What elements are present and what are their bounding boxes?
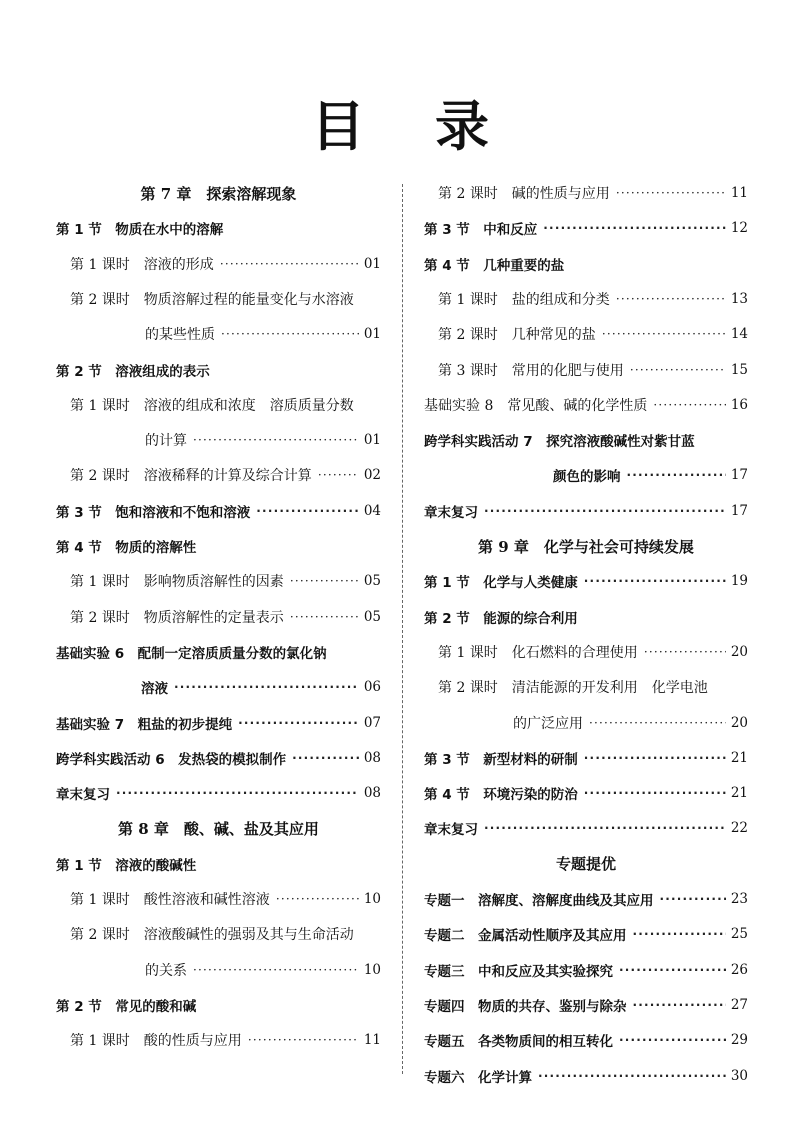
title-char-1: 目 [311,95,365,158]
dot-leader [276,892,359,906]
dot-leader [616,292,726,306]
toc-section-row[interactable] [424,747,748,769]
page-number: 12 [730,220,748,237]
dot-leader [221,327,359,341]
dot-leader [174,680,359,694]
toc-entry-label: 第 2 节 溶液组成的表示 [56,363,210,380]
toc-section-row[interactable] [424,464,748,486]
toc-section-row[interactable] [424,782,748,804]
dot-leader [653,398,725,412]
page-number: 04 [363,502,381,519]
dot-leader [619,1033,726,1047]
toc-entry-label: 章末复习 [56,787,110,804]
toc-entry-label: 第 2 课时 几种常见的盐 [438,327,596,344]
dot-leader [619,963,726,977]
toc-lesson-row[interactable] [56,464,381,486]
page-number: 23 [730,891,748,907]
toc-entry-label: 第 1 节 溶液的酸碱性 [56,857,197,874]
toc-entry-label: 第 3 节 中和反应 [424,222,538,239]
toc-lesson-row[interactable] [424,394,748,416]
page-number: 01 [363,255,381,272]
chapter-heading[interactable] [56,182,381,204]
toc-entry-label: 第 8 章 酸、碱、盐及其应用 [118,819,319,838]
toc-entry-label: 第 2 课时 碱的性质与应用 [438,186,610,202]
page-number: 25 [730,926,748,943]
toc-entry-label: 溶液 [141,681,168,698]
toc-entry-label: 第 1 课时 酸的性质与应用 [70,1033,242,1050]
page-number: 19 [730,573,748,590]
page-number: 21 [730,749,748,766]
dot-leader [627,468,726,482]
toc-section-row[interactable] [424,994,748,1016]
toc-entry-label: 第 9 章 化学与社会可持续发展 [478,537,694,556]
page-number: 29 [730,1032,748,1049]
toc-lesson-row[interactable] [56,323,381,345]
toc-lesson-row[interactable] [56,394,381,416]
toc-lesson-row[interactable] [56,288,381,310]
toc-entry-label: 专题六 化学计算 [424,1069,532,1086]
dot-leader [220,257,359,271]
dot-leader [644,645,726,659]
dot-leader [248,1033,359,1047]
toc-section-row[interactable] [424,1065,748,1087]
toc-entry-label: 的某些性质 [145,327,215,344]
page-number: 17 [730,467,748,484]
dot-leader [116,786,359,800]
page-number: 05 [363,608,381,625]
toc-entry-label: 跨学科实践活动 6 发热袋的模拟制作 [56,751,287,768]
toc-entry-label: 第 1 课时 酸性溶液和碱性溶液 [70,892,270,908]
toc-entry-label: 第 1 课时 影响物质溶解性的因素 [70,574,284,591]
dot-leader [584,786,726,800]
toc-lesson-row[interactable] [56,570,381,592]
toc-entry-label: 专题五 各类物质间的相互转化 [424,1034,613,1051]
toc-section-row[interactable] [56,676,381,698]
page-number: 11 [363,1032,381,1049]
toc-lesson-row[interactable] [424,641,748,663]
toc-section-row[interactable] [56,217,381,239]
toc-lesson-row[interactable] [56,923,381,945]
toc-entry-label: 专题二 金属活动性顺序及其应用 [424,928,627,945]
toc-entry-label: 基础实验 7 粗盐的初步提纯 [56,716,233,733]
dot-leader [616,186,726,200]
toc-section-row[interactable] [424,606,748,628]
toc-entry-label: 第 2 课时 物质溶解过程的能量变化与水溶液 [70,291,354,308]
dot-leader [584,751,726,765]
toc-lesson-row[interactable] [56,253,381,275]
page-number: 05 [363,573,381,590]
toc-entry-label: 专题三 中和反应及其实验探究 [424,963,613,980]
page-number: 20 [730,643,748,660]
dot-leader [193,963,359,977]
toc-entry-label: 专题一 溶解度、溶解度曲线及其应用 [424,893,654,909]
toc-section-row[interactable] [56,853,381,875]
toc-lesson-row[interactable] [424,288,748,310]
toc-entry-label: 第 3 节 新型材料的研制 [424,751,578,768]
dot-leader [318,468,359,482]
dot-leader [660,892,726,906]
toc-lesson-row[interactable] [56,606,381,628]
toc-section-row[interactable] [56,359,381,381]
toc-entry-label: 专题四 物质的共存、鉴别与除杂 [424,998,627,1015]
toc-entry-label: 的关系 [145,962,187,979]
toc-section-row[interactable] [424,570,748,592]
toc-entry-label: 基础实验 6 配制一定溶质质量分数的氯化钠 [56,645,327,662]
page-number: 06 [363,679,381,696]
toc-entry-label: 第 4 节 环境污染的防治 [424,787,578,804]
toc-section-row[interactable] [424,217,748,239]
dot-leader [292,751,359,765]
page-number: 20 [730,714,748,731]
toc-entry-label: 基础实验 8 常见酸、碱的化学性质 [424,397,648,414]
page-title [0,92,800,162]
dot-leader [633,927,726,941]
page-number: 10 [363,961,381,978]
toc-entry-label: 颜色的影响 [553,469,621,486]
toc-lesson-row[interactable] [424,676,748,698]
page-number: 22 [730,820,748,837]
toc-section-row[interactable] [56,747,381,769]
toc-entry-label: 第 2 节 常见的酸和碱 [56,998,197,1015]
toc-entry-label: 第 2 节 能源的综合利用 [424,610,578,627]
page-number: 08 [363,749,381,766]
toc-section-row[interactable] [56,994,381,1016]
page-number: 17 [730,502,748,519]
toc-section-row[interactable] [424,888,748,910]
page-number: 01 [363,326,381,343]
toc-entry-label: 的广泛应用 [513,715,583,732]
dot-leader [484,821,726,835]
toc-lesson-row[interactable] [424,182,748,204]
toc-lesson-row[interactable] [56,429,381,451]
toc-entry-label: 第 1 课时 溶液的形成 [70,256,214,273]
toc-section-row[interactable] [424,429,748,451]
toc-entry-label: 章末复习 [424,504,478,521]
toc-section-row[interactable] [56,500,381,522]
page-number: 26 [730,961,748,978]
toc-lesson-row[interactable] [424,712,748,734]
toc-lesson-row[interactable] [56,959,381,981]
chapter-heading[interactable] [56,817,381,839]
page-number: 01 [363,432,381,449]
toc-section-row[interactable] [424,923,748,945]
toc-lesson-row[interactable] [56,888,381,910]
toc-section-row[interactable] [56,535,381,557]
page-number: 16 [730,396,748,413]
chapter-heading[interactable] [424,853,748,875]
toc-section-row[interactable] [56,782,381,804]
toc-section-row[interactable] [424,817,748,839]
dot-leader [543,221,726,235]
page-number: 15 [730,361,748,378]
toc-section-row[interactable] [424,1029,748,1051]
toc-entry-label: 第 2 课时 清洁能源的开发利用 化学电池 [438,680,708,697]
toc-entry-label: 第 1 课时 盐的组成和分类 [438,291,610,308]
chapter-heading[interactable] [424,535,748,557]
toc-entry-label: 跨学科实践活动 7 探究溶液酸碱性对紫甘蓝 [424,434,695,451]
toc-entry-label: 第 1 节 化学与人类健康 [424,575,578,592]
toc-entry-label: 第 2 课时 溶液稀释的计算及综合计算 [70,468,312,485]
dot-leader [630,363,726,377]
toc-entry-label: 第 2 课时 溶液酸碱性的强弱及其与生命活动 [70,927,354,944]
toc-lesson-row[interactable] [424,359,748,381]
title-char-2: 录 [435,95,489,158]
dot-leader [256,504,359,518]
page-number: 30 [730,1067,748,1084]
page-number: 10 [363,891,381,907]
dot-leader [193,433,359,447]
toc-entry-label: 第 7 章 探索溶解现象 [140,184,297,203]
toc-entry-label: 第 1 课时 化石燃料的合理使用 [438,644,638,661]
toc-entry-label: 章末复习 [424,822,478,839]
toc-entry-label: 的计算 [145,433,187,450]
page-number: 27 [730,996,748,1013]
page-number: 02 [363,467,381,484]
page-number: 08 [363,785,381,802]
toc-section-row[interactable] [56,712,381,734]
dot-leader [584,574,726,588]
toc-entry-label: 第 4 节 物质的溶解性 [56,540,197,556]
toc-entry-label: 第 2 课时 物质溶解性的定量表示 [70,609,284,626]
dot-leader [602,327,726,341]
page-number: 07 [363,714,381,731]
page-number: 13 [730,290,748,307]
dot-leader [538,1069,726,1083]
dot-leader [238,716,359,730]
page-number: 11 [730,185,748,201]
toc-section-row[interactable] [424,253,748,275]
toc-entry-label: 第 3 节 饱和溶液和不饱和溶液 [56,504,251,521]
dot-leader [290,610,359,624]
toc-section-row[interactable] [56,641,381,663]
dot-leader [290,574,359,588]
toc-entry-label: 专题提优 [555,855,616,874]
toc-entry-label: 第 1 课时 溶液的组成和浓度 溶质质量分数 [70,397,354,414]
dot-leader [484,504,726,518]
column-divider [402,184,403,1074]
page-number: 21 [730,785,748,802]
toc-lesson-row[interactable] [56,1029,381,1051]
dot-leader [589,716,726,730]
toc-section-row[interactable] [424,959,748,981]
toc-entry-label: 第 4 节 几种重要的盐 [424,257,565,274]
toc-entry-label: 第 3 课时 常用的化肥与使用 [438,362,624,379]
toc-lesson-row[interactable] [424,323,748,345]
toc-section-row[interactable] [424,500,748,522]
page-number: 14 [730,326,748,343]
toc-entry-label: 第 1 节 物质在水中的溶解 [56,222,224,239]
dot-leader [633,998,726,1012]
